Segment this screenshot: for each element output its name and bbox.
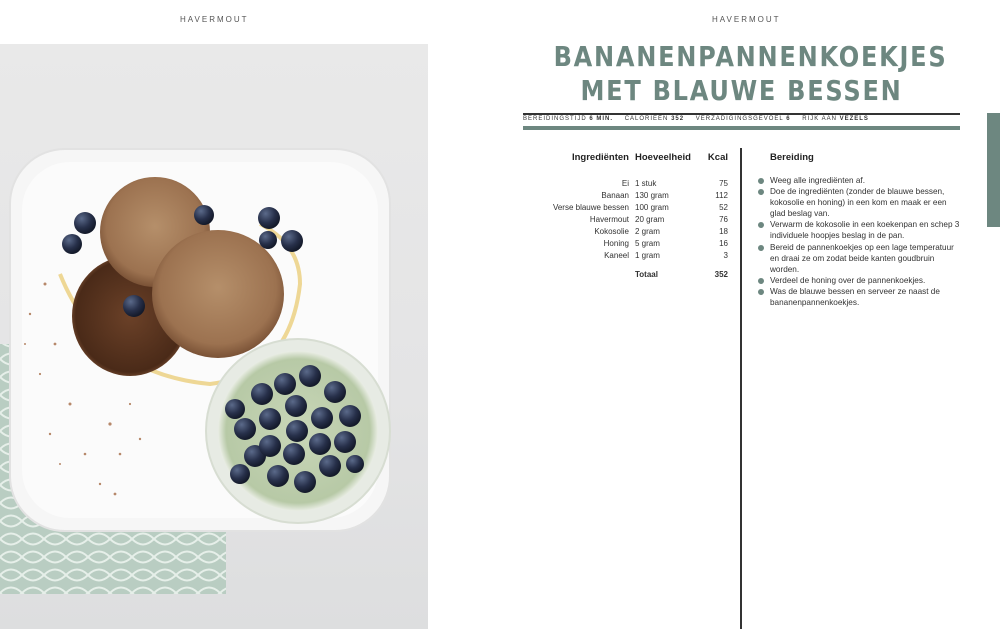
bullet-icon xyxy=(758,289,764,295)
list-item xyxy=(758,219,960,241)
satiety-value: 6 xyxy=(786,116,791,122)
table-row xyxy=(523,177,728,189)
running-head-right: HAVERMOUT xyxy=(712,15,781,24)
recipe-meta-bar xyxy=(523,116,960,122)
title-line-1: BANANENPANNENKOEKJES xyxy=(553,40,948,73)
running-head-left: HAVERMOUT xyxy=(180,15,249,24)
ingredients-table xyxy=(523,152,728,281)
ingredient-name: Kaneel xyxy=(604,250,629,260)
preparation-steps xyxy=(758,175,960,308)
ingredient-name: Honing xyxy=(603,238,629,248)
ingredient-name: Verse blauwe bessen xyxy=(552,202,629,212)
accent-rule xyxy=(523,126,960,130)
bullet-icon xyxy=(758,278,764,284)
ingredient-name: Banaan xyxy=(601,190,629,200)
table-row xyxy=(523,237,728,249)
ingredient-amount: 100 gram xyxy=(635,202,669,212)
ingredient-amount: 130 gram xyxy=(635,190,669,200)
ingredient-name: Havermout xyxy=(589,214,629,224)
ingredient-kcal: 3 xyxy=(723,250,728,260)
ingredient-kcal: 76 xyxy=(719,214,728,224)
total-value: 352 xyxy=(714,270,728,279)
table-row xyxy=(523,189,728,201)
bullet-icon xyxy=(758,189,764,195)
ingredient-kcal: 52 xyxy=(719,202,728,212)
table-row xyxy=(523,249,728,261)
chapter-tab xyxy=(987,113,1000,227)
ingredient-name: Kokosolie xyxy=(594,226,629,236)
ingredient-kcal: 16 xyxy=(719,238,728,248)
table-row xyxy=(523,213,728,225)
title-line-2: MET BLAUWE BESSEN xyxy=(580,74,903,107)
list-item xyxy=(758,286,960,308)
prep-value: 6 MIN. xyxy=(589,116,614,122)
header-ingredients: Ingrediënten xyxy=(571,152,629,163)
rich-value: VEZELS xyxy=(839,116,869,122)
recipe-title xyxy=(553,40,948,108)
satiety-label: VERZADIGINGSGEVOEL xyxy=(695,116,784,122)
bullet-icon xyxy=(758,178,764,184)
table-header-row xyxy=(523,152,728,177)
preparation-title: Bereiding xyxy=(770,152,814,163)
list-item xyxy=(758,242,960,275)
rich-label: RIJK AAN xyxy=(802,116,837,122)
ingredient-name: Ei xyxy=(621,178,629,188)
ingredient-amount: 20 gram xyxy=(635,214,665,224)
list-item xyxy=(758,186,960,219)
step-text: Verwarm de kokosolie in een koekenpan en schep 3 individuele hoopjes beslag in de pan. xyxy=(770,220,960,241)
step-text: Doe de ingrediënten (zonder de blauwe bessen, kokosolie en honing) in een kom en maak er een glad beslag van. xyxy=(770,187,947,219)
ingredient-amount: 2 gram xyxy=(635,226,660,236)
list-item xyxy=(758,275,960,286)
bullet-icon xyxy=(758,245,764,251)
bullet-icon xyxy=(758,222,764,228)
ingredient-amount: 1 gram xyxy=(635,250,660,260)
header-amount: Hoeveelheid xyxy=(635,152,691,163)
title-rule xyxy=(523,113,960,115)
ingredient-amount: 5 gram xyxy=(635,238,660,248)
table-row xyxy=(523,201,728,213)
cal-value: 352 xyxy=(671,116,685,122)
ingredient-kcal: 18 xyxy=(719,226,728,236)
prep-label: BEREIDINGSTIJD xyxy=(523,116,587,122)
ingredient-amount: 1 stuk xyxy=(635,178,657,188)
ingredient-kcal: 75 xyxy=(719,178,728,188)
total-row xyxy=(523,261,728,281)
step-text: Verdeel de honing over de pannenkoekjes. xyxy=(770,275,926,285)
step-text: Bereid de pannenkoekjes op een lage temperatuur en draai ze om zodat beide kanten goudbruin worden. xyxy=(770,242,954,274)
column-divider xyxy=(740,148,742,629)
cal-label: CALORIEËN xyxy=(624,116,669,122)
step-text: Weeg alle ingrediënten af. xyxy=(770,176,865,185)
table-row xyxy=(523,225,728,237)
list-item xyxy=(758,175,960,186)
ingredient-kcal: 112 xyxy=(715,190,728,200)
step-text: Was de blauwe bessen en serveer ze naast de bananenpannenkoekjes. xyxy=(770,286,940,308)
total-label: Totaal xyxy=(635,270,658,279)
recipe-photo xyxy=(0,44,428,629)
header-kcal: Kcal xyxy=(707,152,728,163)
